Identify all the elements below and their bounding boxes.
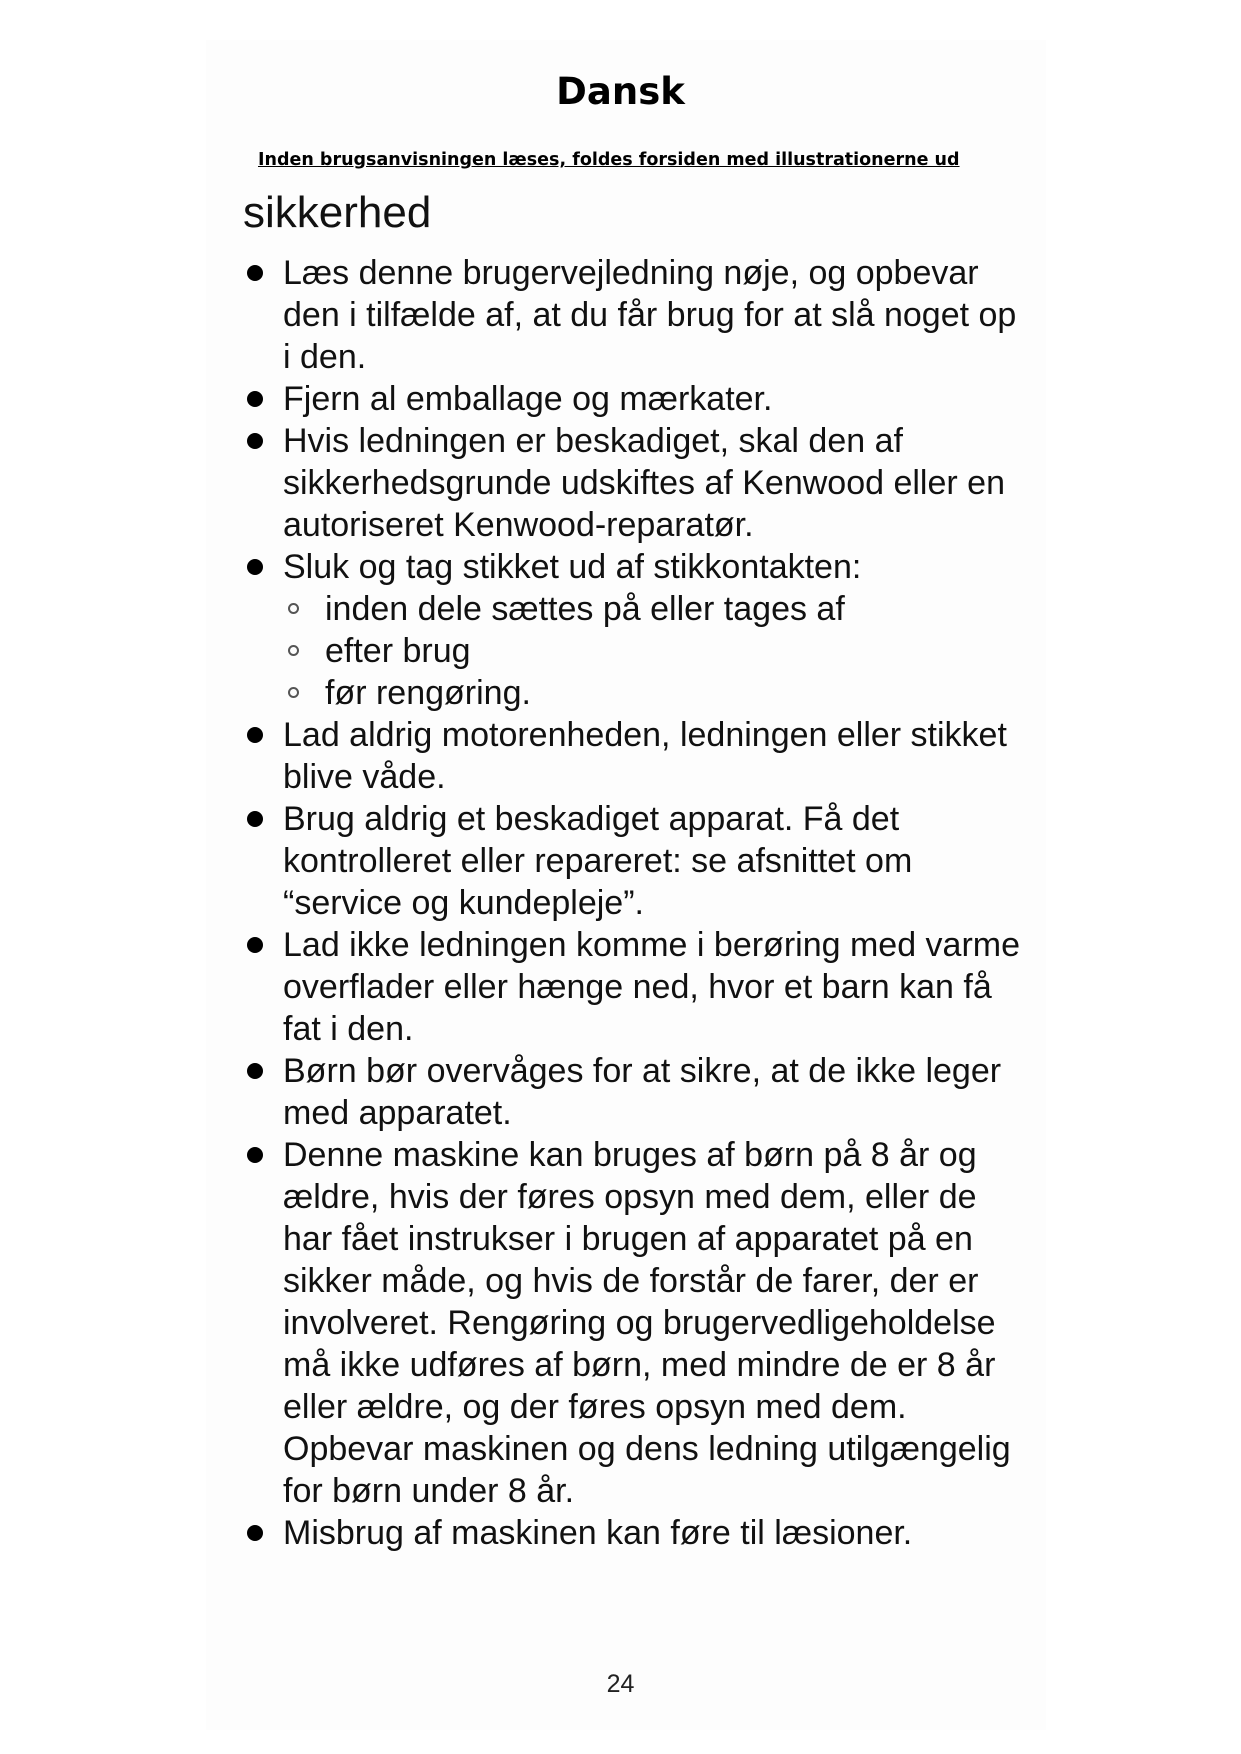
safety-item [243,546,1023,714]
bullet-icon [247,727,263,743]
safety-item [243,252,1023,378]
safety-item [243,924,1023,1050]
safety-item-text: Sluk og tag stikket ud af stikkontakten: [283,548,862,586]
safety-item-text: Børn bør overvåges for at sikre, at de ikke leger med apparatet. [283,1052,1002,1132]
safety-item [243,1050,1023,1134]
hollow-bullet-icon [288,645,299,656]
bullet-icon [247,937,263,953]
bullet-icon [247,391,263,407]
hollow-bullet-icon [288,687,299,698]
safety-item [243,714,1023,798]
safety-item-text: Læs denne brugervejledning nøje, og opbevar den i tilfælde af, at du får brug for at slå noget op i den. [283,254,1017,376]
bullet-icon [247,1525,263,1541]
bullet-icon [247,559,263,575]
bullet-icon [247,811,263,827]
safety-item [243,1512,1023,1554]
safety-item-text: Lad ikke ledningen komme i berøring med varme overflader eller hænge ned, hvor et barn kan få fat i den. [283,926,1021,1048]
safety-sub-item-text: før rengøring. [325,674,531,712]
bullet-icon [247,265,263,281]
safety-item-text: Hvis ledningen er beskadiget, skal den af sikkerhedsgrunde udskiftes af Kenwood eller en autoriseret Kenwood-reparatør. [283,422,1005,544]
language-title: Dansk [556,70,685,113]
safety-item-text: Denne maskine kan bruges af børn på 8 år og ældre, hvis der føres opsyn med dem, eller de har fået instrukser i brugen af apparatet på en sikker måde, og hvis de forstår de farer, der er involveret. Rengøring og brugervedligeholdelse må ikke udføres af børn, med mindre de er 8 år eller ældre, og der føres opsyn med dem. Opbevar maskinen og dens ledning utilgængelig for børn under 8 år. [283,1136,1011,1510]
safety-item-text: Misbrug af maskinen kan føre til læsioner. [283,1514,913,1552]
safety-sub-item [283,630,1023,672]
safety-item-text: Brug aldrig et beskadiget apparat. Få det kontrolleret eller repareret: se afsnittet om “service og kundepleje”. [283,800,913,922]
safety-item [243,378,1023,420]
hollow-bullet-icon [288,603,299,614]
bullet-icon [247,1147,263,1163]
safety-sub-item-text: efter brug [325,632,471,670]
page-number: 24 [606,1670,635,1698]
safety-sub-item-text: inden dele sættes på eller tages af [325,590,845,628]
bullet-icon [247,1063,263,1079]
safety-item [243,798,1023,924]
safety-item-text: Fjern al emballage og mærkater. [283,380,773,418]
safety-item [243,420,1023,546]
section-title: sikkerhed [243,188,432,237]
safety-sub-list [283,588,1023,714]
safety-list [243,252,1023,1554]
safety-sub-item [283,588,1023,630]
fold-out-instruction: Inden brugsanvisningen læses, foldes forsiden med illustrationerne ud [258,150,960,170]
bullet-icon [247,433,263,449]
safety-sub-item [283,672,1023,714]
safety-item [243,1134,1023,1512]
safety-item-text: Lad aldrig motorenheden, ledningen eller stikket blive våde. [283,716,1007,796]
